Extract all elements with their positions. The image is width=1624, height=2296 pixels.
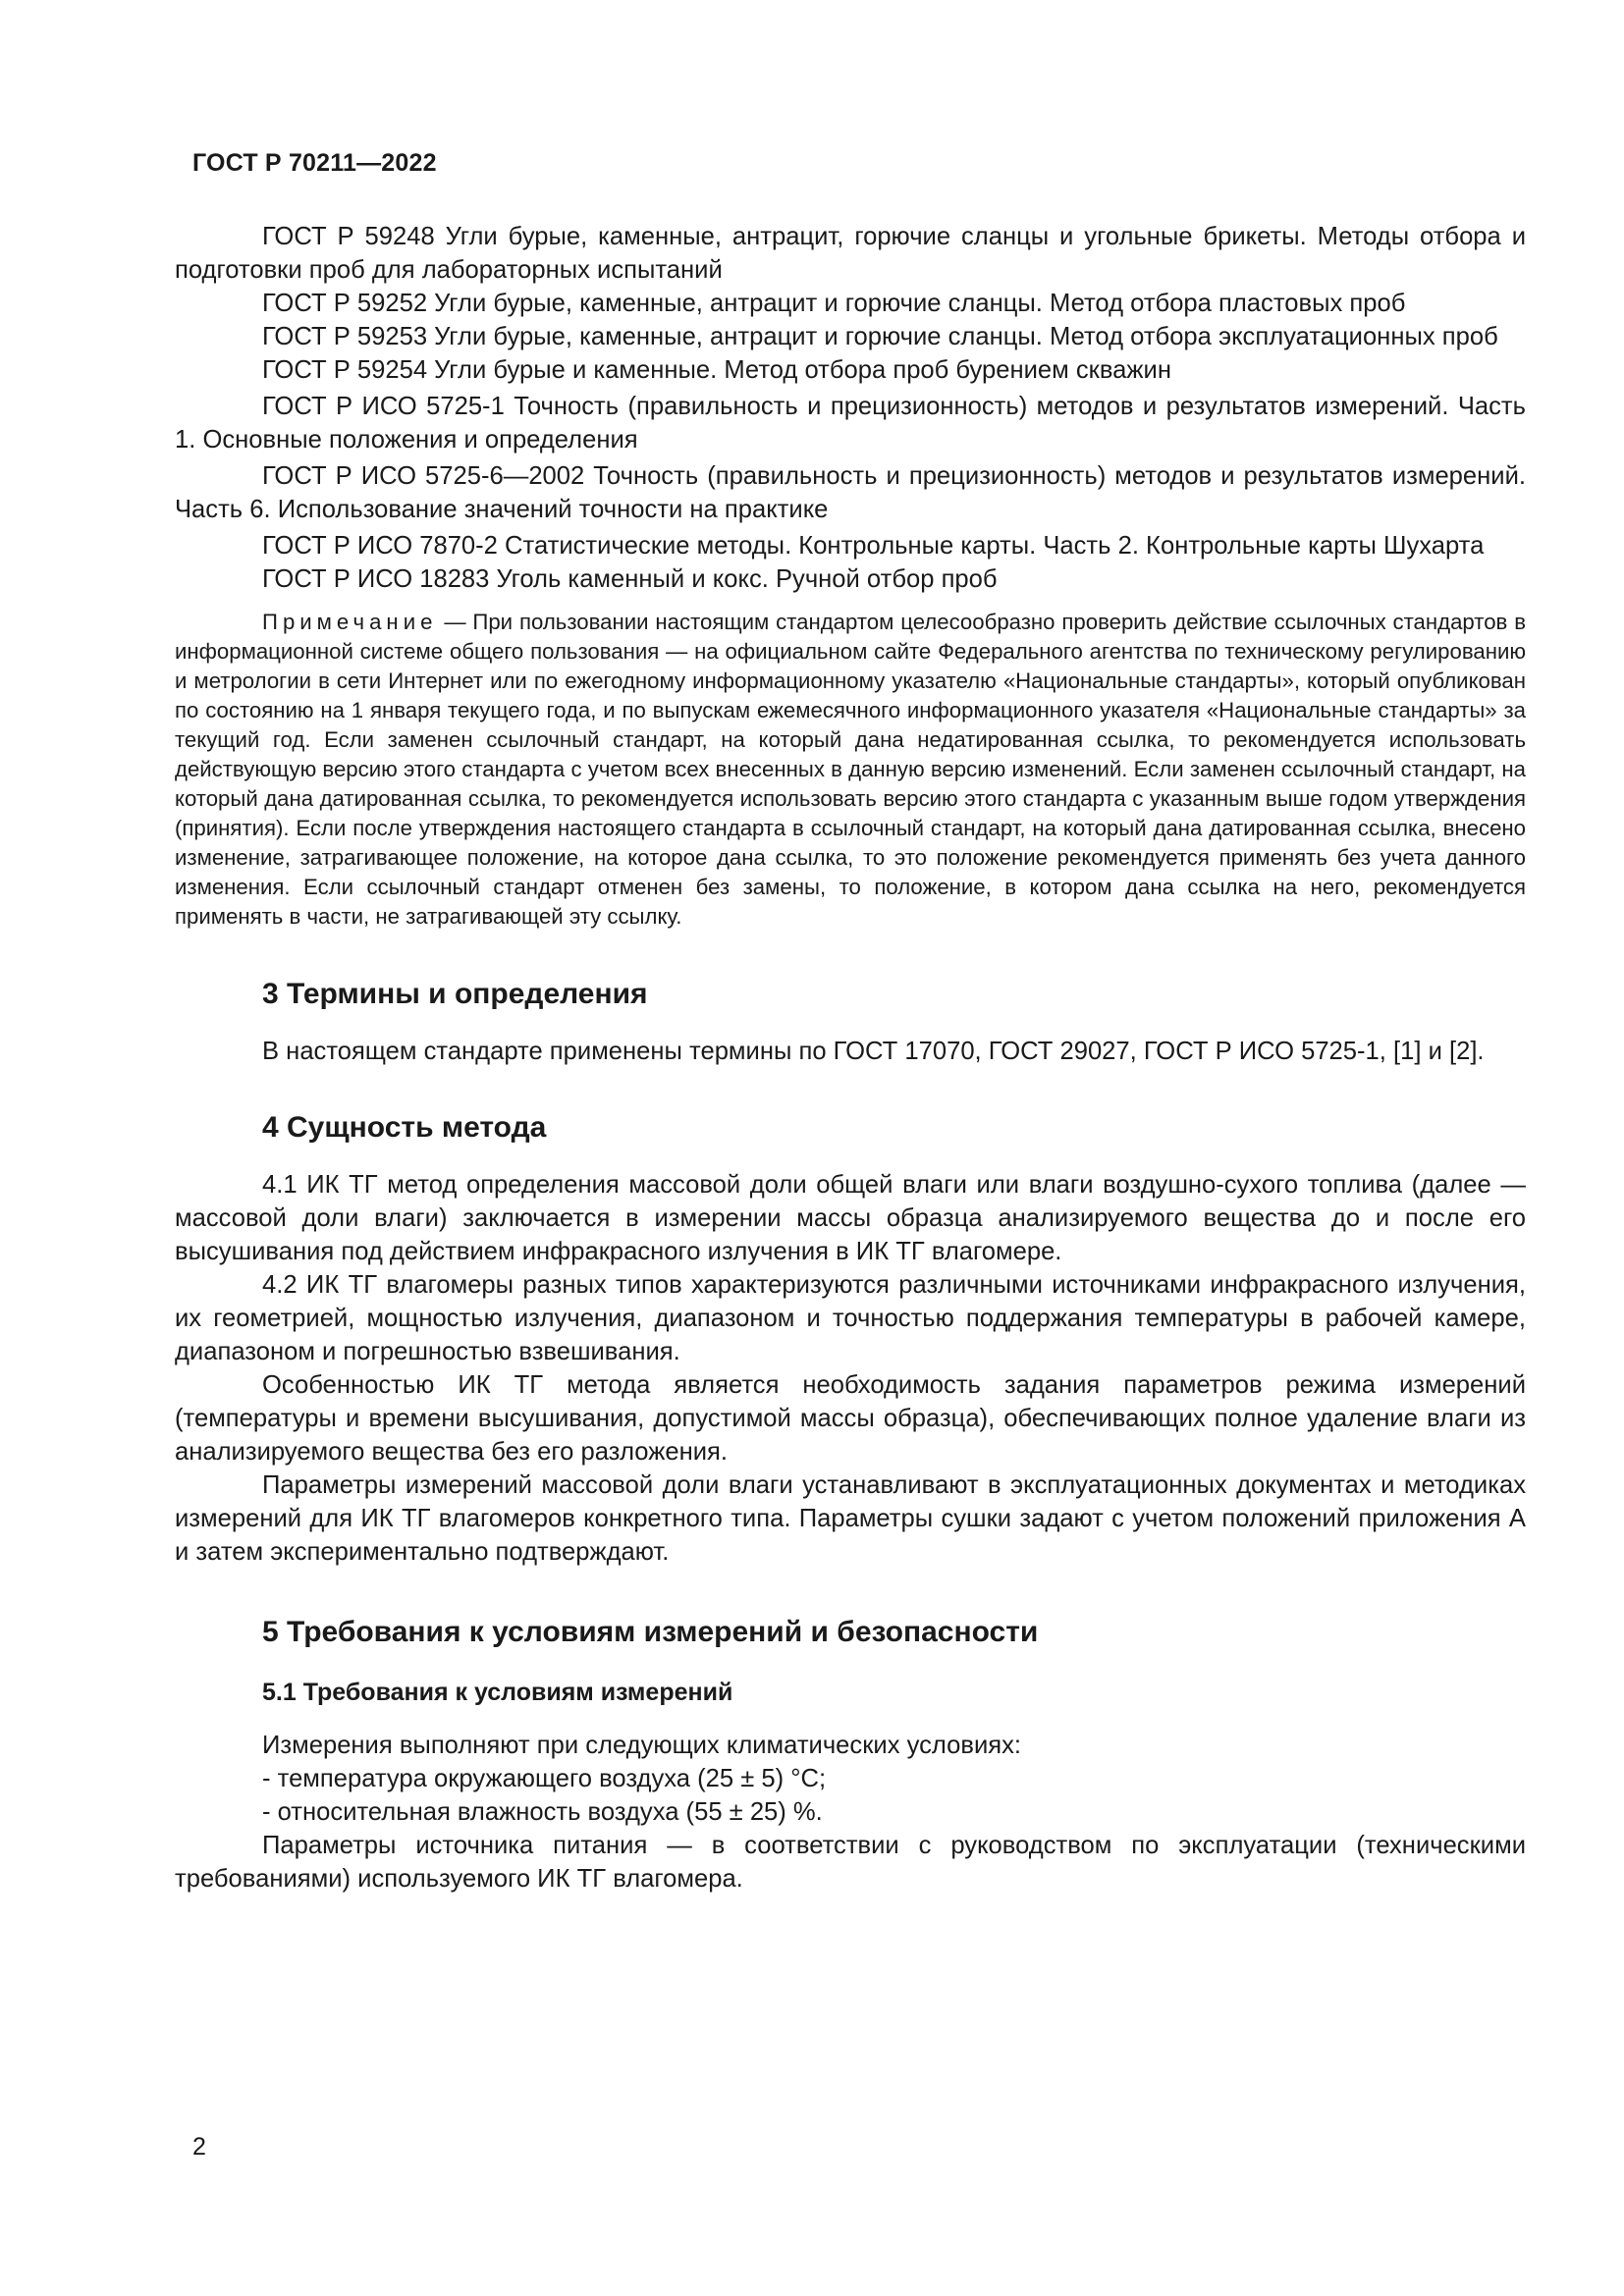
reference-item: ГОСТ Р 59248 Угли бурые, каменные, антрацит, горючие сланцы и угольные брикеты. Методы отбора и подготовки проб для лабораторных испытаний bbox=[175, 223, 1526, 284]
section-5-intro: Измерения выполняют при следующих климатических условиях: bbox=[262, 1732, 1022, 1759]
page-number: 2 bbox=[192, 2133, 206, 2161]
reference-item: ГОСТ Р 59253 Угли бурые, каменные, антрацит и горючие сланцы. Метод отбора эксплуатационных проб bbox=[262, 323, 1498, 350]
reference-item: ГОСТ Р ИСО 18283 Уголь каменный и кокс. Ручной отбор проб bbox=[262, 565, 998, 593]
section-5-1-heading: 5.1 Требования к условиям измерений bbox=[262, 1679, 733, 1706]
reference-item: ГОСТ Р ИСО 5725-1 Точность (правильность и прецизионность) методов и результатов измерений. Часть 1. Основные положения и определения bbox=[175, 393, 1526, 454]
reference-item: ГОСТ Р ИСО 7870-2 Статистические методы. Контрольные карты. Часть 2. Контрольные карты Шухарта bbox=[262, 532, 1485, 560]
section-4-paragraph: Параметры измерений массовой доли влаги устанавливают в эксплуатационных документах и методиках измерений для ИК ТГ влагомеров конкретного типа. Параметры сушки задают с учетом положений приложения А и затем экспериментально подтверждают. bbox=[175, 1471, 1526, 1566]
document-header: ГОСТ Р 70211—2022 bbox=[192, 149, 437, 177]
reference-item: ГОСТ Р 59252 Угли бурые, каменные, антрацит и горючие сланцы. Метод отбора пластовых проб bbox=[262, 290, 1406, 317]
section-4-paragraph: Особенностью ИК ТГ метода является необходимость задания параметров режима измерений (температуры и времени высушивания, допустимой массы образца), обеспечивающих полное удаление влаги из анализируемого вещества без его разложения. bbox=[175, 1371, 1526, 1466]
section-4-paragraph: 4.2 ИК ТГ влагомеры разных типов характеризуются различными источниками инфракрасного излучения, их геометрией, мощностью излучения, диапазоном и точностью поддержания температуры в рабочей камере, диапазоном и погрешностью взвешивания. bbox=[175, 1271, 1526, 1365]
section-5-heading: 5 Требования к условиям измерений и безопасности bbox=[262, 1616, 1039, 1648]
note-paragraph bbox=[175, 608, 1526, 932]
reference-item: ГОСТ Р 59254 Угли бурые и каменные. Метод отбора проб бурением скважин bbox=[262, 356, 1171, 384]
references-list bbox=[175, 220, 1526, 596]
condition-list-item: - температура окружающего воздуха (25 ± 5) °С; bbox=[262, 1765, 827, 1792]
section-4-paragraph: 4.1 ИК ТГ метод определения массовой доли общей влаги или влаги воздушно-сухого топлива (далее — массовой доли влаги) заключается в измерении массы образца анализируемого вещества до и после его высушивания под действием инфракрасного излучения в ИК ТГ влагомере. bbox=[175, 1171, 1526, 1265]
note-label: Примечание bbox=[262, 610, 438, 634]
note-text: — При пользовании настоящим стандартом целесообразно проверить действие ссылочных стандартов в информационной системе общего пользования — на официальном сайте Федерального агентства по техническому регулированию и метрологии в сети Интернет или по ежегодному информационному указателю «Национальные стандарты», который опубликован по состоянию на 1 января текущего года, и по выпускам ежемесячного информационного указателя «Национальные стандарты» за текущий год. Если заменен ссылочный стандарт, на который дана недатированная ссылка, то рекомендуется использовать действующую версию этого стандарта с учетом всех внесенных в данную версию изменений. Если заменен ссылочный стандарт, на который дана датированная ссылка, то рекомендуется использовать версию этого стандарта с указанным выше годом утверждения (принятия). Если после утверждения настоящего стандарта в ссылочный стандарт, на который дана датированная ссылка, внесено изменение, затрагивающее положение, на которое дана ссылка, то это положение рекомендуется применять без учета данного изменения. Если ссылочный стандарт отменен без замены, то положение, в котором дана ссылка на него, рекомендуется применять в части, не затрагивающей эту ссылку. bbox=[175, 610, 1526, 929]
page-content bbox=[175, 220, 1526, 1896]
condition-list-item: - относительная влажность воздуха (55 ± 25) %. bbox=[262, 1798, 823, 1826]
reference-item: ГОСТ Р ИСО 5725-6—2002 Точность (правильность и прецизионность) методов и результатов измерений. Часть 6. Использование значений точности на практике bbox=[175, 462, 1526, 523]
section-4-heading: 4 Сущность метода bbox=[262, 1111, 547, 1144]
section-3-text: В настоящем стандарте применены термины по ГОСТ 17070, ГОСТ 29027, ГОСТ Р ИСО 5725-1, [1] и [2]. bbox=[262, 1038, 1485, 1065]
section-5-closing: Параметры источника питания — в соответствии с руководством по эксплуатации (техническими требованиями) используемого ИК ТГ влагомера. bbox=[175, 1832, 1526, 1893]
section-3-heading: 3 Термины и определения bbox=[262, 978, 648, 1010]
